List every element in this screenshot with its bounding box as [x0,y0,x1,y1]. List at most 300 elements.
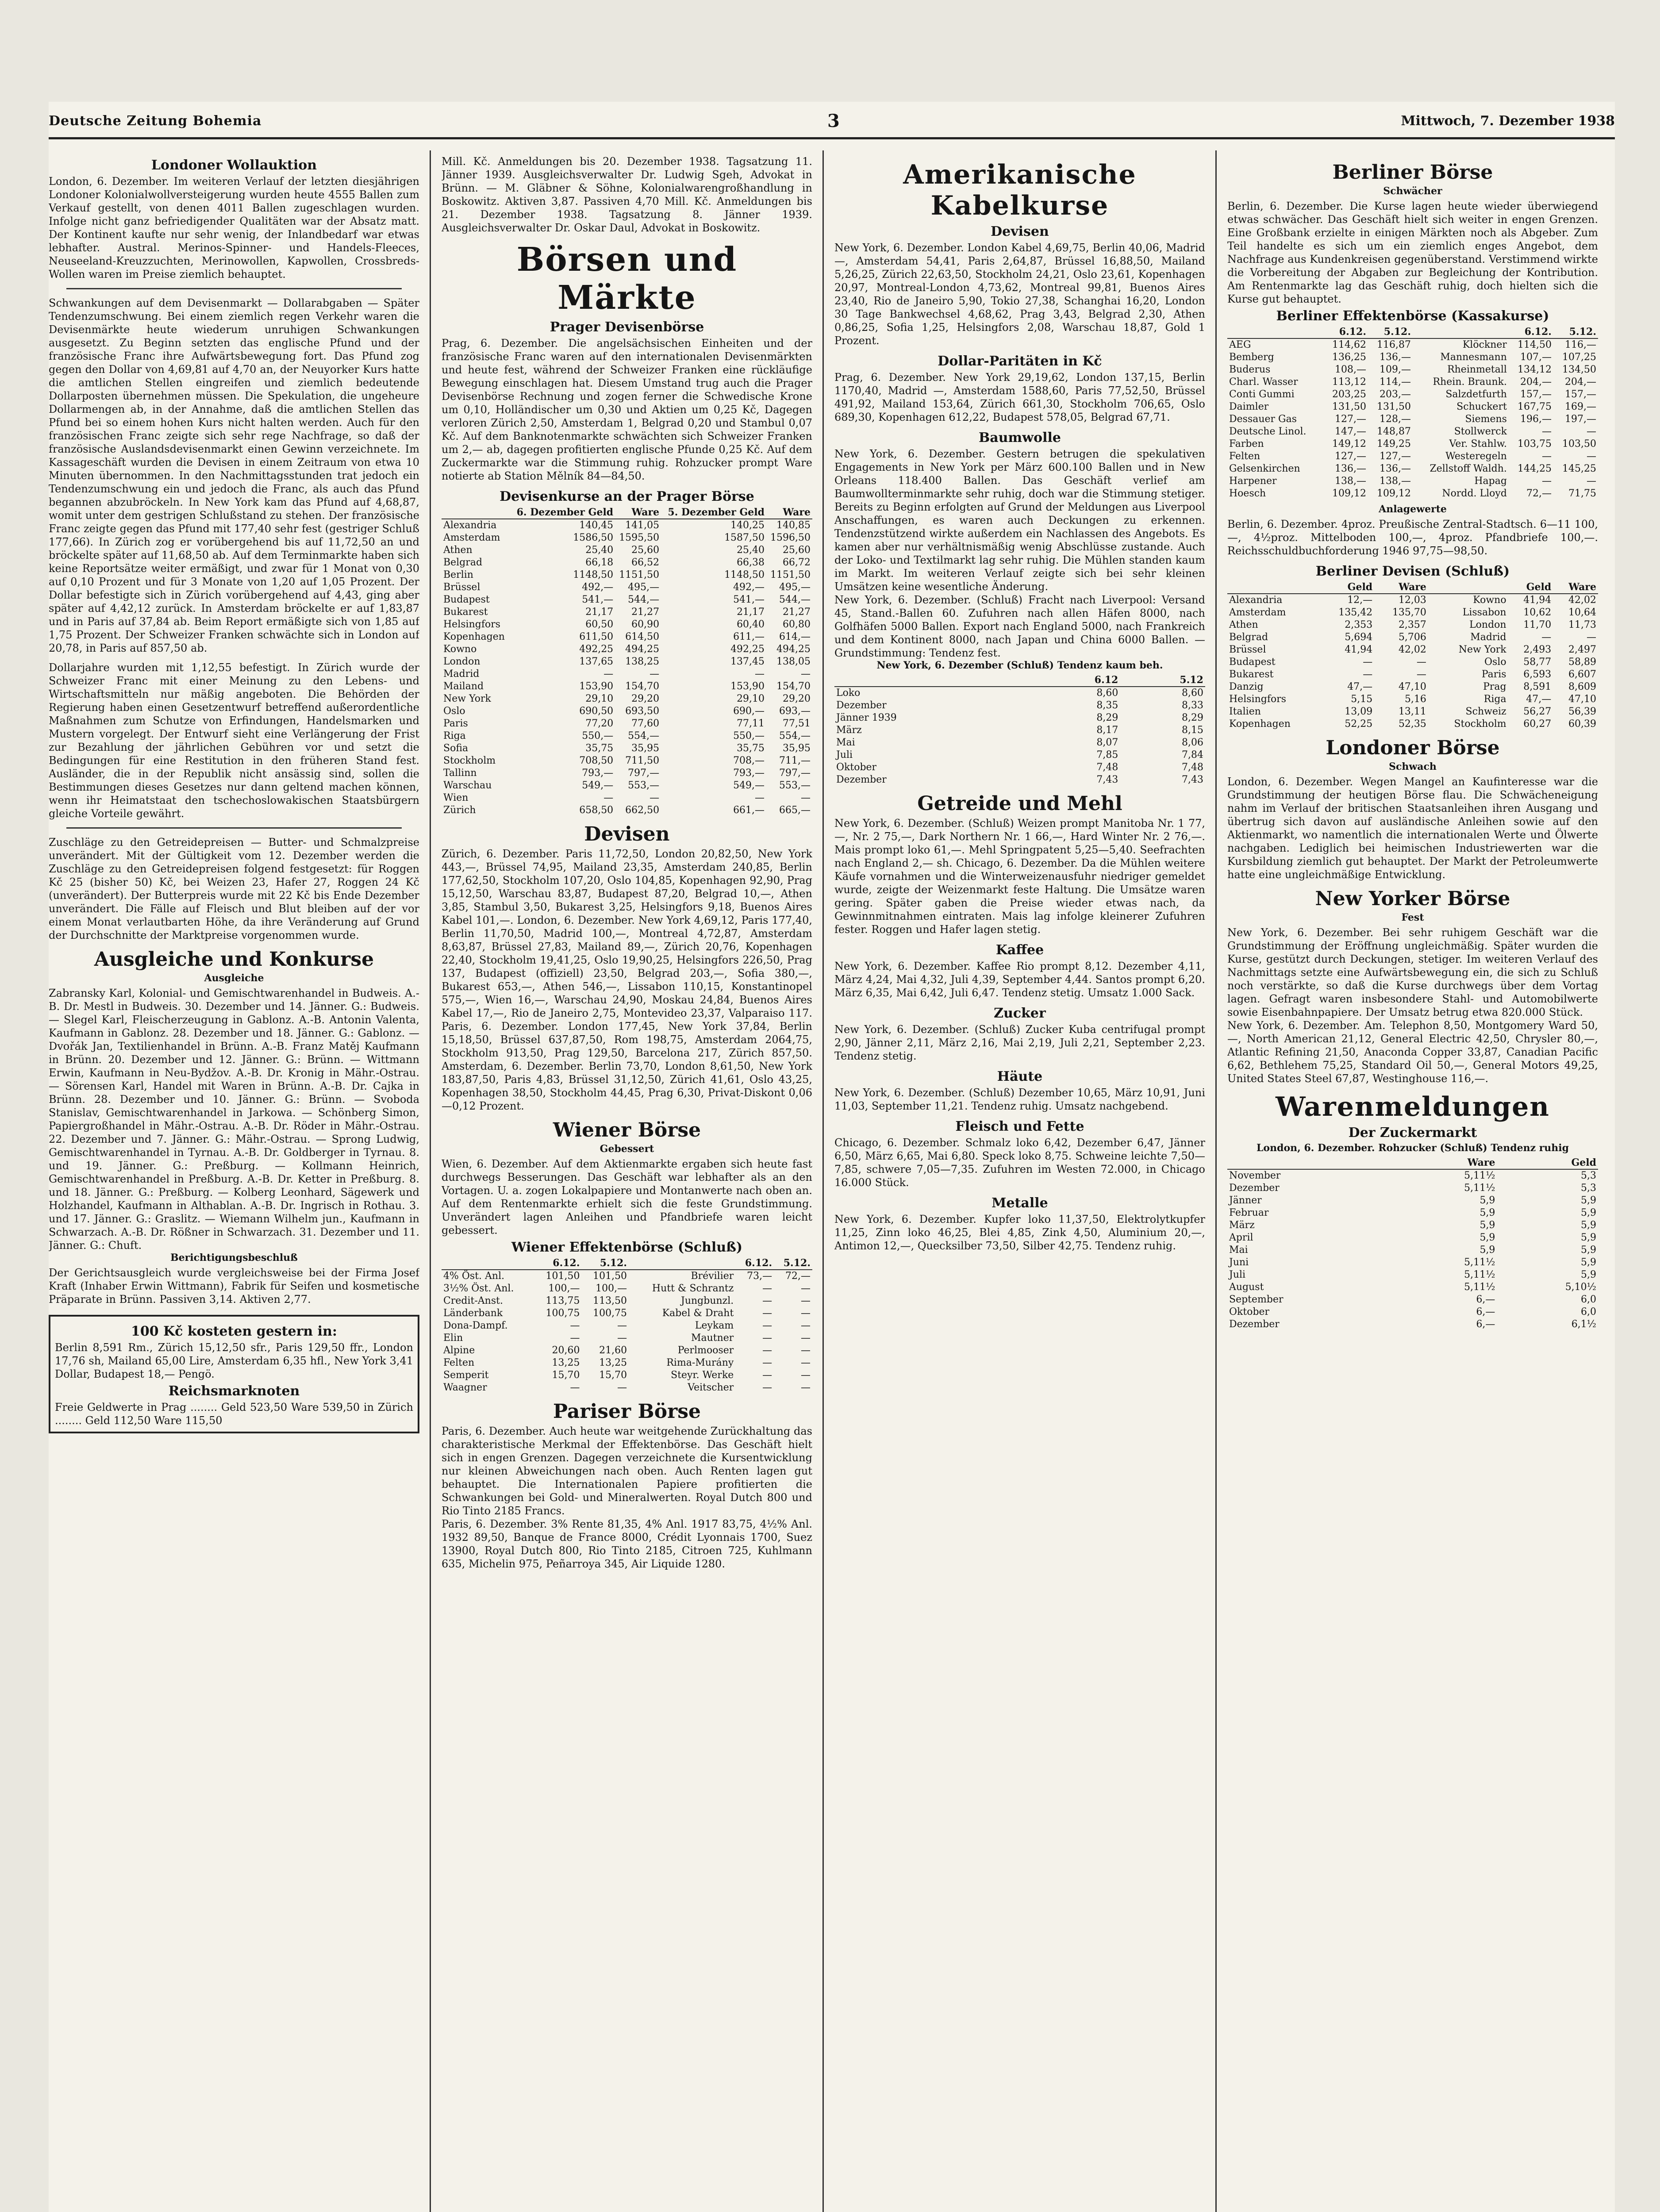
table-cell: 5,9 [1581,1220,1596,1231]
table-cell: 101,50 [546,1271,580,1282]
table-cell: 8,15 [1182,725,1203,736]
table-cell: Oslo [443,706,465,717]
table-cell: 8,60 [1182,687,1203,699]
newspaper-name: Deutsche Zeitung Bohemia [49,113,262,129]
table-cell: Buderus [1229,364,1271,375]
column-header: 6.12. [735,1257,774,1270]
table-cell: — [755,668,765,680]
table-row [834,761,1205,774]
table-cell: 71,75 [1568,488,1596,499]
table-cell: Hoesch [1229,488,1266,499]
article-subtitle: Schwach [1389,761,1437,772]
table-cell: — [1363,669,1373,680]
table-cell: 77,51 [783,718,811,729]
table-cell: — [762,1333,772,1344]
table-cell: 35,75 [737,743,765,754]
table-cell: 131,50 [1377,401,1411,412]
table-cell: 29,20 [783,693,811,704]
table-cell: 549,— [733,780,765,791]
grain-article [834,792,1205,936]
table-cell: 5,11½ [1464,1257,1495,1268]
table-title: Anlagewerte [1379,503,1447,515]
table-cell: — [801,1308,811,1319]
table-cell: Dezember [836,774,887,785]
table-cell: 1587,50 [724,532,765,543]
paris-exchange-article [442,1400,812,1571]
table-cell: AEG [1229,339,1251,350]
table-cell: 157,— [1565,389,1596,400]
table-cell: 147,— [1335,426,1367,437]
table-row [1227,1169,1598,1182]
table-cell: 5,16 [1404,694,1426,705]
table-row [1227,1318,1598,1331]
table-cell: 47,10 [1568,694,1596,705]
table-row [442,557,812,569]
table-row [442,643,812,656]
table-row [834,712,1205,724]
article-title: Zucker [994,1006,1046,1021]
table-cell: 7,43 [1096,774,1118,785]
table-cell: Dezember [1229,1319,1280,1330]
table-row [442,581,812,594]
table-cell: 25,60 [631,545,660,556]
table-cell: 73,— [747,1271,772,1282]
table-cell: 109,12 [1332,488,1367,499]
table-cell: 154,70 [625,681,660,692]
column-header [834,674,1035,687]
table-cell: 7,85 [1096,749,1118,760]
table-cell: 8,29 [1096,712,1118,723]
table-cell: August [1229,1282,1264,1293]
table-row [1227,401,1598,413]
article-text: Zabransky Karl, Kolonial- und Gemischtwarenhandel in Budweis. A.-B. Dr. Mestl in Budweis. 30. Dezember und 14. Jänner. G.: Budweis. — Slegel Karl, Fleischerzeugung in Gablonz. A.-B. Antonin Valenta, Kaufmann in Gablonz. 28. Dezember und 18. Jänner. G.: Gablonz. — Dvořák Jan, Textilienhandel in Brünn. A.-B. Franz Matěj Kaufmann in Brünn. 20. Dezember und 12. Jänner. G.: Brünn. — Wittmann Erwin, Kaufmann in Neu-Bydžov. A.-B. Dr. Kronig in Mähr.-Ostrau. — Sörensen Karl, Handel mit Waren in Brünn. A.-B. Dr. Cajka in Brünn. 28. Dezember und 10. Jänner. G.: Brünn. — Svoboda Stanislav, Gemischtwarenhandel in Jarkowa. — Schönberg Simon, Papiergroßhandel in Mähr.-Ostrau. A.-B. Dr. Röder in Mähr.-Ostrau. 22. Dezember und 7. Jänner. G.: Mähr.-Ostrau. — Sprong Ludwig, Gemischtwarenhandel in Tyrnau. A.-B. Dr. Goldberger in Tyrnau. 8. und 19. Jänner. G.: Preßburg. — Kollmann Heinrich, Gemischtwarenhandel in Preßburg. A.-B. Dr. Ketter in Preßburg. 8. und 18. Jänner. G.: Preßburg. — Kolberg Leonhard, Sägewerk und Holzhandel, Kaufmann in Althablan. A.-B. Dr. Ingrisch in Rothau. 3. und 17. Jänner. G.: Graslitz. — Wiemann Wilhelm jun., Kaufmann in Schwarzach. A.-B. Dr. Rößner in Schwarzach. 31. Dezember und 11. Jänner. G.: Chuft. [49,987,419,1252]
table-cell: 6,0 [1581,1294,1596,1305]
table-cell: 136,— [1379,352,1411,363]
table-cell: — [617,1382,627,1393]
table-cell: 492,25 [730,644,765,655]
table-row [1227,338,1598,351]
table-cell: 1151,50 [619,569,660,580]
table-cell: 665,— [779,805,811,816]
article-text: Mill. Kč. Anmeldungen bis 20. Dezember 1938. Tagsatzung 11. Jänner 1939. Ausgleichsverwalter Dr. Ludwig Sgeh, Advokat in Brünn. — M. Gläbner & Söhne, Kolonialwarengroßhandlung in Boskowitz. Aktiven 3,87. Passiven 4,70 Mill. Kč. Anmeldungen bis 21. Dezember 1938. Tagsatzung 8. Jänner 1939. Ausgleichsverwalter Dr. Oskar Daul, Advokat in Boskowitz. [442,155,812,234]
article-text: New York, 6. Dezember. (Schluß) Zucker Kuba centrifugal prompt 2,90, Jänner 2,11, März 2,16, Mai 2,19, Juli 2,21, September 2,23. Tendenz stetig. [834,1023,1205,1062]
table-cell: Dezember [836,700,887,711]
column-header [1227,581,1320,594]
table-row [1227,1182,1598,1194]
table-cell: 58,77 [1523,657,1552,668]
table-cell: 2,497 [1568,644,1596,655]
table-row [1227,426,1598,438]
table-cell: 107,25 [1562,352,1596,363]
table-row [442,1357,812,1369]
table-cell: Bukarest [443,607,488,618]
table-cell: 1148,50 [724,569,765,580]
table-cell: Perlmooser [677,1345,734,1356]
section-banner: Warenmeldungen [1276,1091,1550,1122]
article-subtitle: Gebessert [599,1143,654,1155]
article-text: Berlin, 6. Dezember. Die Kurse lagen heute wieder überwiegend etwas schwächer. Das Geschäft hielt sich weiter in engen Grenzen. Eine Großbank erzielte in einigen Märkten noch als Abgeber. Zum Teil handelte es sich um ein ziemlich enges Angebot, dem Nachfrage aus Kundenkreisen gegenüberstand. Verstimmend wirkte die Vorbereitung der Abgaben zur Begleichung der Kontribution. Am Rentenmarkte lag das Geschäft ruhig, doch hielten sich die Kurse gut behauptet. [1227,200,1598,305]
newyork-exchange-article [1227,887,1598,1085]
table-cell: 25,40 [737,545,765,556]
table-cell: Brévilier [691,1271,734,1282]
table-cell: 13,09 [1345,706,1373,717]
column-header: 6. Dezember Geld [510,506,615,519]
table-cell: 114,50 [1517,339,1552,350]
table-cell: 101,50 [593,1271,627,1282]
article-title: Fleisch und Fette [955,1119,1084,1134]
table-cell: 204,— [1520,376,1552,388]
table-cell: 1595,50 [619,532,660,543]
table-cell: Athen [443,545,473,556]
metals-article [834,1195,1205,1252]
vienna-exchange-article [442,1119,812,1394]
table-cell: — [603,792,614,803]
table-cell: 711,— [779,755,811,766]
table-cell: 56,39 [1568,706,1596,717]
table-cell: 662,50 [625,805,660,816]
table-cell: 127,— [1335,451,1367,462]
article-title: Devisen [991,224,1049,239]
table-cell: 52,35 [1398,718,1426,730]
london-exchange-article [1227,737,1598,881]
table-cell: 109,12 [1377,488,1411,499]
table-cell: Bukarest [1229,669,1274,680]
table-cell: — [762,1308,772,1319]
table-cell: — [801,668,811,680]
table-cell: Riga [443,730,466,741]
table-cell: Gelsenkirchen [1229,463,1300,474]
table-cell: 553,— [628,780,660,791]
sugar-article [834,1006,1205,1063]
prague-rates-table [442,489,812,817]
table-cell: 196,— [1520,414,1552,425]
article-text: Berlin, 6. Dezember. 4proz. Preußische Zentral-Stadtsch. 6—11 100,—, 4½proz. Mittelboden 100,—, 4proz. Pfandbriefe 100,—. Reichsschuldbuchforderung 1946 97,75—98,50. [1227,518,1598,557]
table-cell: — [1587,632,1596,643]
table-row [442,532,812,544]
table-cell: — [801,1357,811,1368]
table-cell: März [836,725,862,736]
table-cell: März [1229,1220,1255,1231]
table-row [442,668,812,680]
table-cell: Stockholm [443,755,496,766]
column-header: Geld [1508,581,1553,594]
table-cell: 494,25 [776,644,811,655]
table-cell: 5,11½ [1464,1282,1495,1293]
table-cell: 41,94 [1523,595,1552,606]
table-cell: 1586,50 [573,532,614,543]
table-cell: Hapag [1474,476,1507,487]
sugar-table [1227,1156,1598,1331]
table-cell: Nordd. Lloyd [1442,488,1507,499]
table-cell: 708,50 [579,755,614,766]
table-cell: — [762,1295,772,1306]
table-row [442,680,812,693]
table-cell: Amsterdam [443,532,500,543]
table-cell: Kowno [443,644,477,655]
table-cell: Deutsche Linol. [1229,426,1306,437]
table-cell: Belgrad [1229,632,1268,643]
table-row [442,656,812,668]
table-cell: 35,95 [631,743,660,754]
table-cell: Budapest [1229,657,1276,668]
article-text: Zuschläge zu den Getreidepreisen — Butter- und Schmalzpreise unverändert. Mit der Gültigkeit vom 12. Dezember werden die Zuschläge zu den Getreidepreisen folgend festgesetzt: für Roggen Kč 25 (bisher 50) Kč, bei Weizen 23, Hafer 27, Roggen 24 Kč (unverändert). Der Butterpreis wurde mit 22 Kč bis Ende Dezember unverändert. Die Fälle auf Fleisch und Blut bleiben auf der vor einem Monat verlautbarten Höhe, da ihre Veränderung auf Grund der Durchschnitte der Marktpreise vorgenommen wurde. [49,836,419,941]
table-cell: Warschau [443,780,492,791]
box-title: 100 Kč kosteten gestern in: [131,1324,337,1339]
article-text: New York, 6. Dezember. Kupfer loko 11,37,50, Elektrolytkupfer 11,25, Zinn loko 46,25, Blei 4,85, Zink 4,50, Aluminium 20,—, Antimon 12,—, Quecksilber 73,50, Silber 42,75. Tendenz ruhig. [834,1213,1205,1252]
article-text: New York, 6. Dezember. Kaffee Rio prompt 8,12. Dezember 4,11, März 4,24, Mai 4,32, Juli 4,39, September 4,44. Santos prompt 6,20. März 6,35, Mai 6,42, Juli 6,47. Tendenz stetig. Umsatz 1.000 Sack. [834,960,1205,999]
table-cell: 8,60 [1096,687,1118,699]
exchange-box [49,1315,419,1433]
table-cell: 60,27 [1523,718,1552,730]
table-cell: 8,35 [1096,700,1118,711]
table-cell: Kopenhagen [1229,718,1291,730]
table-cell: Schuckert [1456,401,1507,412]
table-cell: 100,75 [593,1308,627,1319]
table-row [1227,681,1598,693]
table-cell: — [649,792,660,803]
table-row [442,618,812,631]
table-cell: 157,— [1520,389,1552,400]
table-cell: 140,85 [776,520,811,531]
table-cell: 2,493 [1523,644,1552,655]
table-cell: 72,— [1526,488,1552,499]
table-cell: Stollwerck [1454,426,1507,437]
table-cell: Brüssel [443,582,480,593]
table-cell: — [801,1370,811,1381]
meat-article [834,1119,1205,1189]
table-cell: 711,50 [625,755,660,766]
table-cell: 140,45 [579,520,614,531]
patent-law-article [49,661,419,820]
table-cell: — [570,1333,580,1344]
table-cell: Steyr. Werke [671,1370,734,1381]
table-cell: 103,50 [1562,438,1596,449]
column-rule [1215,150,1217,2212]
table-cell: Salzdetfurth [1445,389,1507,400]
table-cell: 11,70 [1523,619,1552,630]
table-cell: 550,— [582,730,614,741]
article-text: Paris, 6. Dezember. 3% Rente 81,35, 4% Anl. 1917 83,75, 4½% Anl. 1932 89,50, Banque de France 8000, Crédit Lyonnais 1700, Suez 13900, Royal Dutch 800, Rio Tinto 2185, Citroen 725, Kuhlmann 635, Michelin 975, Peñarroya 345, Air Liquide 1280. [442,1518,812,1570]
table-cell: Italien [1229,706,1261,717]
table-cell: 47,— [1526,694,1552,705]
table-cell: 113,12 [1332,376,1367,388]
table-cell: 1148,50 [573,569,614,580]
divider [66,827,402,829]
table-row [442,767,812,780]
table-cell: Dezember [1229,1183,1280,1194]
table-row [1227,1281,1598,1294]
dollar-parity-article [834,353,1205,424]
table-row [442,804,812,817]
table-cell: Juni [1229,1257,1249,1268]
table-title: London, 6. Dezember. Rohzucker (Schluß) Tendenz ruhig [1256,1142,1569,1154]
table-cell: 6,607 [1568,669,1596,680]
table-cell: 135,70 [1392,607,1426,618]
table-cell: 66,38 [737,557,765,568]
article-title: Metalle [991,1195,1048,1211]
table-cell: Dessauer Gas [1229,414,1297,425]
table-cell: 611,— [733,631,765,642]
grain-surcharge-article [49,836,419,942]
table-cell: 134,12 [1517,364,1552,375]
table-cell: 5,9 [1479,1207,1495,1218]
table-row [834,749,1205,761]
table-cell: 77,11 [737,718,765,729]
table-cell: 169,— [1565,401,1596,412]
table-cell: 47,10 [1398,681,1426,692]
table-cell: Kabel & Draht [662,1308,734,1319]
table-cell: — [762,1283,772,1294]
table-row [442,755,812,767]
table-cell: 7,84 [1182,749,1203,760]
table-cell: 2,357 [1398,619,1426,630]
table-cell: 138,05 [776,656,811,667]
column-header: Ware [1396,1156,1497,1169]
table-cell: Athen [1229,619,1258,630]
article-text: Wien, 6. Dezember. Auf dem Aktienmarkte ergaben sich heute fast durchwegs Besserungen. Das Geschäft war lebhafter als an den Vortagen. U. a. zogen Lokalpapiere und Montanwerte nach oben an. Auf dem Rentenmarkte erhielt sich die feste Grundstimmung. Unverändert lagen Anleihen und Pfandbriefe waren leicht gebessert. [442,1158,812,1237]
table-row [442,693,812,705]
table-cell: Semperit [443,1370,489,1381]
table-cell: 693,— [779,706,811,717]
column-header [629,1257,735,1270]
table-cell: 550,— [733,730,765,741]
table-cell: 153,90 [579,681,614,692]
table-cell: Mautner [691,1333,734,1344]
table-cell: 5,3 [1581,1183,1596,1194]
table-cell: — [570,1320,580,1331]
issue-date: Mittwoch, 7. Dezember 1938 [1401,113,1615,129]
table-cell: 10,62 [1523,607,1552,618]
table-cell: 60,80 [783,619,811,630]
table-cell: 136,— [1335,463,1367,474]
table-cell: 149,12 [1332,438,1367,449]
table-cell: — [1587,476,1596,487]
table-cell: — [755,792,765,803]
table-cell: 60,90 [631,619,660,630]
table-cell: 108,— [1335,364,1367,375]
table-cell: 5,9 [1479,1244,1495,1256]
table-cell: 5,9 [1479,1220,1495,1231]
table-cell: Kopenhagen [443,631,505,642]
table-cell: Siemens [1465,414,1507,425]
table-cell: Stockholm [1454,718,1506,730]
column-header: Ware [615,506,661,519]
table-cell: 5,15 [1351,694,1373,705]
table-cell: 544,— [628,594,660,605]
table-cell: — [1541,632,1552,643]
article-text: New York, 6. Dezember. (Schluß) Dezember 10,65, März 10,91, Juni 11,03, September 11,21. Tendenz ruhig. Umsatz nachgebend. [834,1087,1205,1112]
table-cell: 35,95 [783,743,811,754]
table-row [442,1295,812,1307]
column-header: Ware [766,506,812,519]
table-cell: Rima-Murány [666,1357,734,1368]
table-cell: 6,0 [1581,1306,1596,1317]
table-cell: 3½% Öst. Anl. [443,1283,514,1294]
commodities-section [1227,1091,1598,1331]
column-header [442,506,510,519]
table-cell: Zellstoff Waldh. [1429,463,1507,474]
table-cell: — [1416,669,1426,680]
berlin-currency-table [1227,564,1598,730]
table-cell: 148,87 [1377,426,1411,437]
table-cell: — [801,1295,811,1306]
table-cell: 134,50 [1562,364,1596,375]
table-row [442,792,812,804]
article-subtitle: Fest [1401,912,1424,923]
table-cell: Juli [1229,1269,1246,1280]
table-row [1227,631,1598,644]
article-title: Devisen [584,823,670,845]
table-row [442,1382,812,1394]
article-title: Wiener Börse [553,1119,701,1141]
article-text: Der Gerichtsausgleich wurde vergleichsweise bei der Firma Josef Kraft (Inhaber Erwin Wittmann), Fabrik für Seifen und kosmetische Präparate in Brünn. Passiven 3,14. Aktiven 2,77. [49,1267,419,1306]
table-cell: 140,25 [730,520,765,531]
table-cell: Jänner [1229,1195,1262,1206]
table-cell: — [762,1320,772,1331]
intro-article [442,155,812,234]
table-cell: 21,27 [783,607,811,618]
table-cell: — [762,1345,772,1356]
foreign-exchange-article [442,823,812,1113]
table-cell: 11,73 [1568,619,1596,630]
article-text: New York, 6. Dezember. (Schluß) Fracht nach Liverpool: Versand 45, Stand.-Ballen 60. Zufuhren nach allen Häfen 8000, nach Golfhäfen 5000 Ballen. Export nach England 5000, nach Frankreich und dem Kontinent 8000, nach Japan und China 6000 Ballen. — Grundstimmung: Tendenz fest. [834,594,1205,659]
column-header: 6.12. [1509,326,1553,338]
table-cell: 13,11 [1398,706,1426,717]
table-cell: Mannesmann [1440,352,1507,363]
table-cell: 797,— [628,768,660,779]
table-title: Wiener Effektenbörse (Schluß) [511,1240,743,1255]
table-cell: — [1363,657,1373,668]
table-row [1227,1219,1598,1232]
table-cell: Ver. Stahlw. [1449,438,1507,449]
table-cell: 116,— [1565,339,1596,350]
table-cell: — [570,1382,580,1393]
table-cell: 541,— [733,594,765,605]
table-row [1227,488,1598,500]
table-cell: 549,— [582,780,614,791]
article-title: Baumwolle [978,430,1061,445]
newspaper-page [49,102,1615,2212]
table-row [1227,1306,1598,1318]
table-row [834,699,1205,712]
table-row [1227,1207,1598,1219]
table-row [834,774,1205,786]
table-cell: Credit-Anst. [443,1295,503,1306]
table-row [442,544,812,557]
table-cell: 41,94 [1345,644,1373,655]
table-cell: — [801,1283,811,1294]
table-row [442,594,812,606]
table-cell: 554,— [779,730,811,741]
table-cell: 5,10½ [1565,1282,1596,1293]
table-cell: 137,65 [579,656,614,667]
table-row [1227,668,1598,681]
table-cell: 12,— [1347,595,1373,606]
article-text: Prag, 6. Dezember. New York 29,19,62, London 137,15, Berlin 1170,40, Madrid —, Amsterdam 1588,60, Paris 77,52,50, Brüssel 491,92, Mailand 153,64, Zürich 661,30, Stockholm 706,65, Oslo 689,30, Kopenhagen 612,22, Budapest 578,05, Belgrad 67,71. [834,371,1205,423]
section-subtitle: Der Zuckermarkt [1348,1125,1477,1141]
table-cell: 153,90 [730,681,765,692]
table-cell: Kowno [1473,595,1506,606]
table-cell: 113,75 [546,1295,580,1306]
article-text: Paris, 6. Dezember. Auch heute war weitgehende Zurückhaltung das charakteristische Merkmal der Effektenbörse. Das Geschäft hielt sich in engen Grenzen. Dagegen verzeichnete die Kursentwicklung nur kleinen Abweichungen nach oben. Auch Renten lagen gut behauptet. Die Internationalen Papiere profitierten die Schwankungen bei Gold- und Mineralwerten. Royal Dutch 800 und Rio Tinto 2185 Francs. [442,1425,812,1517]
table-row [1227,1232,1598,1244]
article-text: New York, 6. Dezember. London Kabel 4,69,75, Berlin 40,06, Madrid —, Amsterdam 54,41, Paris 2,64,87, Brüssel 16,88,50, Mailand 5,26,25, Zürich 22,63,50, Stockholm 24,21, Oslo 23,61, Kopenhagen 20,97, Montreal-London 4,73,62, Montreal 99,81, Buenos Aires 23,40, Rio de Janeiro 5,90, Tokio 27,38, Schanghai 16,20, London 30 Tage Bankwechsel 4,68,62, Prag 3,43, Belgrad 2,30, Athen 0,86,25, Sofia 1,25, Helsingfors 2,08, Warschau 18,87, Gold 1 Prozent. [834,242,1205,347]
table-cell: 29,10 [585,693,614,704]
table-cell: Loko [836,687,861,699]
table-cell: 7,48 [1182,762,1203,773]
column-rule [430,150,431,2212]
article-text: New York, 6. Dezember. (Schluß) Weizen prompt Manitoba Nr. 1 77,—, Nr. 2 75,—, Dark Northern Nr. 1 66,—, Hard Winter Nr. 2 76,—. Mais prompt loko 61,—. Mehl Springpatent 5,25—5,40. Seefrachten nach England 2,— sh. Chicago, 6. Dezember. Da die Mühlen weitere Käufe vornahmen und die Winterweizenausfuhr niedriger gemeldet wurde, zeigte der Weizenmarkt feste Haltung. Die Umsätze waren gering. Später gaben die Preise wieder etwas nach, da Gewinnmitnahmen eintraten. Mais lag infolge kleinerer Zufuhren fester. Roggen und Hafer lagen stetig. [834,817,1205,936]
